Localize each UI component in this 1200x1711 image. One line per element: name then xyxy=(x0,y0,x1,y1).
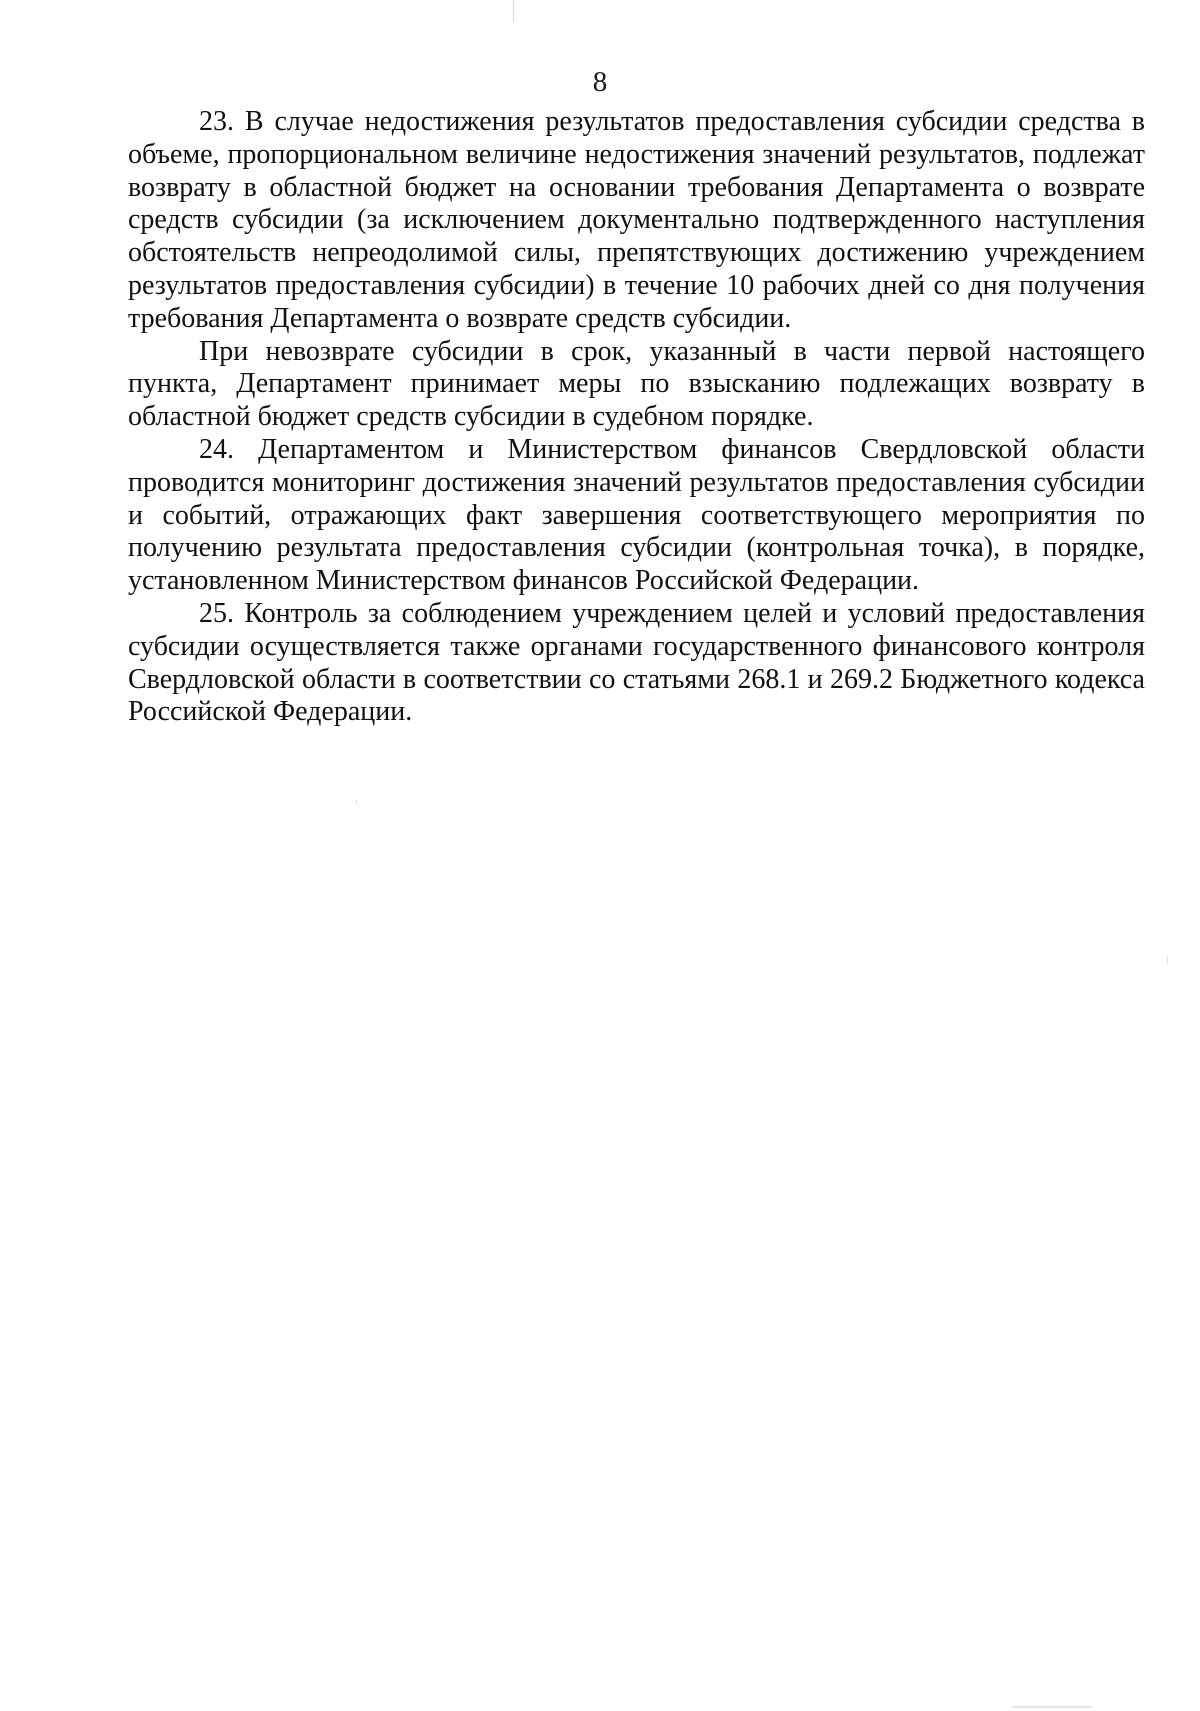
scan-artifact xyxy=(356,800,357,804)
document-body xyxy=(128,106,1145,729)
paragraph-23: 23. В случае недостижения результатов предоставления субсидии средства в объеме, пропорциональном величине недостижения значений результатов, подлежат возврату в областной бюджет на основании требования Департамента о возврате средств субсидии (за исключением документально подтвержденного наступления обстоятельств непреодолимой силы, препятствующих достижению учреждением результатов предоставления субсидии) в течение 10 рабочих дней со дня получения требования Департамента о возврате средств субсидии. xyxy=(128,106,1145,334)
paragraph-24: 24. Департаментом и Министерством финансов Свердловской области проводится мониторинг достижения значений результатов предоставления субсидии и событий, отражающих факт завершения соответствующего мероприятия по получению результата предоставления субсидии (контрольная точка), в порядке, установленном Министерством финансов Российской Федерации. xyxy=(128,433,1145,597)
paragraph-25: 25. Контроль за соблюдением учреждением целей и условий предоставления субсидии осуществляется также органами государственного финансового контроля Свердловской области в соответствии со статьями 268.1 и 269.2 Бюджетного кодекса Российской Федерации. xyxy=(128,597,1145,728)
paragraph-23-part-2: При невозврате субсидии в срок, указанный в части первой настоящего пункта, Департамент принимает меры по взысканию подлежащих возврату в областной бюджет средств субсидии в судебном порядке. xyxy=(128,335,1145,433)
scan-artifact xyxy=(1167,957,1168,963)
scan-artifact xyxy=(1012,1706,1092,1708)
scan-artifact xyxy=(513,0,514,22)
page-number: 8 xyxy=(592,66,608,98)
